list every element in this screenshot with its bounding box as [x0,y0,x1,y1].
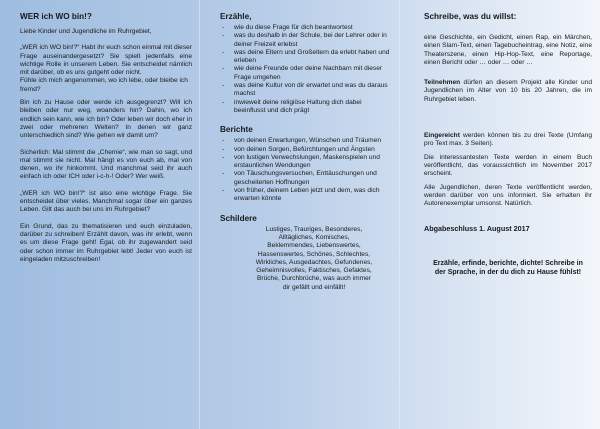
participation-lead: Teilnehmen [424,79,461,87]
erzaehle-item: - inwieweit deine religiöse Haltung dich dabei beeinflusst und dich prägt [220,99,394,116]
schildere-line: Hassenswertes, Schönes, Schlechtes, [257,250,371,258]
berichte-list [220,137,394,203]
schildere-line: Alltägliches, Komisches, [278,233,350,241]
invitation-paragraph: Ein Grund, das zu thematisieren und euch einzuladen, darüber zu schreiben! Erzählt davon, was ihr erlebt, wenn es um diese Frage geht! Egal, ob ihr zugewandert seid oder schon immer im Ruhrgebiet lebt! Jeder von euch ist eingeladen mitzuschreiben! [20,222,192,263]
schildere-line: Wirkliches, Ausgedachtes, Gefundenes, [255,258,373,266]
flyer-title: WER ich WO bin!? [20,12,92,21]
berichte-item: - von früher, deinem Leben jetzt und dem, was dich erwarten könnte [220,187,394,204]
berichte-item: - von Täuschungsversuchen, Enttäuschungen und gescheiterten Hoffnungen [220,170,394,187]
formats-paragraph: eine Geschichte, ein Gedicht, einen Rap, ein Märchen, einen Slam-Text, einen Tagebucheintrag, eine Notiz, eine Theaterszene, einen Hip-Hop-Text, eine Reportage, einen Bericht oder … oder … oder … [424,34,592,66]
questions-paragraph: Bin ich zu Hause oder werde ich ausgegrenzt? Will ich bleiben oder nur weg, woanders hin? Dahin, wo ich endlich sein kann, wie ich bin? Oder leben wir doch eher in zwei oder mehreren Welten? In denen wir ganz unterschiedlich sind? Wie gehen wir damit um? [20,99,192,140]
schildere-line: Beklemmendes, Liebenswertes, [267,242,361,250]
participation-paragraph [424,79,592,104]
column-left [0,0,200,429]
column-middle [200,0,400,429]
column-right [400,0,600,429]
erzaehle-item: - wie du diese Frage für dich beantwortest [220,24,394,32]
schreibe-heading: Schreibe, was du willst: [424,12,517,21]
erzaehle-item: - wie deine Freunde oder deine Nachbarn mit dieser Frage umgehen [220,65,394,82]
submission-text: werden können bis zu drei Texte (Umfang pro Text max. 3 Seiten). [424,132,592,148]
author-copy-paragraph: Alle Jugendlichen, deren Texte veröffentlicht werden, werden darüber von uns informiert. Sie erhalten ihr Autorenexemplar umsonst. Natürlich. [424,183,592,208]
chemie-paragraph: Sicherlich: Mal stimmt die „Chemie“, wie man so sagt, und mal stimmt sie nicht. Mal hängt es von euch ab, mal von denen, wo ihr hinkommt. Und manchmal seid ihr auch einfach ich oder ICH oder i-c-h-! Oder? Wer weiß. [20,148,192,181]
deadline: Abgabeschluss 1. August 2017 [424,224,530,234]
berichte-item: - von deinen Erwartungen, Wünschen und Träumen [220,137,394,145]
schildere-line: Lustiges, Trauriges, Besonderes, [265,225,363,233]
publication-paragraph: Die interessantesten Texte werden in einem Buch veröffentlicht, das voraussichtlich im November 2017 erscheint. [424,153,592,178]
submission-lead: Eingereicht [424,132,460,140]
berichte-item: - von deinen Sorgen, Befürchtungen und Ängsten [220,146,394,154]
salutation: Liebe Kinder und Jugendliche im Ruhrgebiet, [20,28,152,35]
schildere-list [234,226,394,292]
erzaehle-item: - was deine Kultur von dir erwartet und was du daraus machst [220,82,394,99]
schildere-line: Geheimnisvolles, Faktisches, Gefaktes, [256,267,372,275]
importance-paragraph: „WER ich WO bin!?“ ist also eine wichtige Frage. Sie entscheidet über vieles. Manchmal sogar über ein ganzes Leben. Gilt das auch bei uns im Ruhrgebiet? [20,189,192,214]
erzaehle-item: - was deine Eltern und Großeltern da erlebt haben und erleben [220,49,394,66]
erzaehle-heading: Erzähle, [220,12,252,21]
closing-call: Erzähle, erfinde, berichte, dichte! Schreibe in der Sprache, in der du dich zu Hause fühlst! [433,260,583,277]
erzaehle-list [220,24,394,115]
schildere-line: Brüche, Durchbrüche, was auch immer [257,275,371,283]
erzaehle-item: - was du deshalb in der Schule, bei der Lehrer oder in deiner Freizeit erlebst [220,32,394,49]
intro-paragraph: „WER ich WO bin!?“ Habt ihr euch schon einmal mit dieser Frage auseinandergesetzt? Sie spielt jedenfalls eine wichtige Rolle in unserem Leben. Sie entscheidet nämlich mit darüber, ob es uns gutgeht oder nicht. [20,44,192,77]
berichte-item: - von lustigen Verwechslungen, Maskenspielen und erstaunlichen Wendungen [220,154,394,171]
schildere-line: dir gefällt und einfällt! [282,283,346,291]
participation-text: dürfen an diesem Projekt alle Kinder und Jugendlichen im Alter von 10 bis 20 Jahren, die im Ruhrgebiet leben. [424,79,592,103]
schildere-heading: Schildere [220,213,257,223]
submission-paragraph [424,132,592,149]
question-paragraph: Fühle ich mich angenommen, wo ich lebe, oder bleibe ich fremd? [20,77,188,93]
berichte-heading: Berichte [220,125,253,135]
